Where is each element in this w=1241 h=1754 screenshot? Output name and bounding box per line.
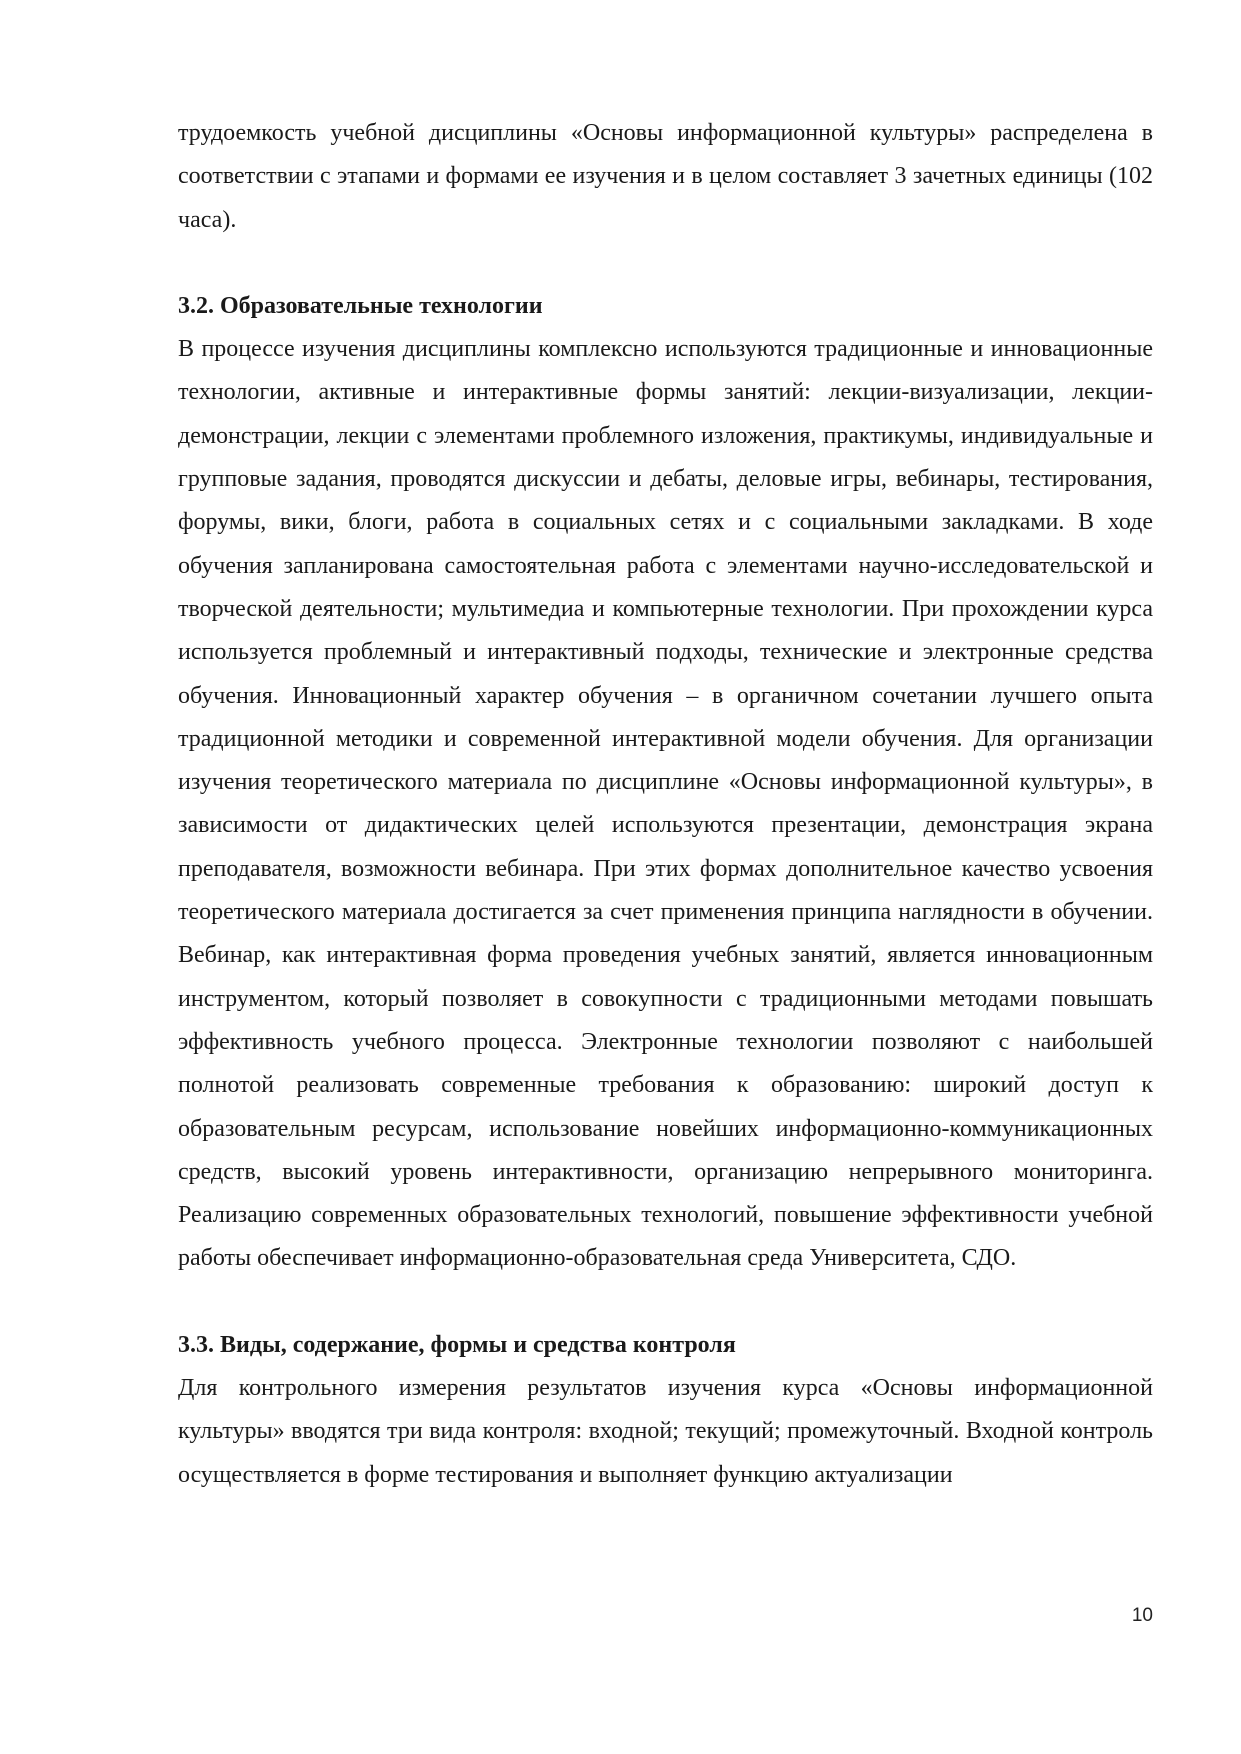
spacer	[178, 1281, 1153, 1324]
section-3-2-body: В процессе изучения дисциплины комплексно используются традиционные и инновационные технологии, активные и интерактивные формы занятий: лекции-визуализации, лекции-демонстрации, лекции с элементами проблемного изложения, практикумы, индивидуальные и групповые задания, проводятся дискуссии и дебаты, деловые игры, вебинары, тестирования, форумы, вики, блоги, работа в социальных сетях и с социальными закладками. В ходе обучения запланирована самостоятельная работа с элементами научно-исследовательской и творческой деятельности; мультимедиа и компьютерные технологии. При прохождении курса используется проблемный и интерактивный подходы, технические и электронные средства обучения. Инновационный характер обучения – в органичном сочетании лучшего опыта традиционной методики и современной интерактивной модели обучения. Для организации изучения теоретического материала по дисциплине «Основы информационной культуры», в зависимости от дидактических целей используются презентации, демонстрация экрана преподавателя, возможности вебинара. При этих формах дополнительное качество усвоения теоретического материала достигается за счет применения принципа наглядности в обучении. Вебинар, как интерактивная форма проведения учебных занятий, является инновационным инструментом, который позволяет в совокупности с традиционными методами повышать эффективность учебного процесса. Электронные технологии позволяют с наибольшей полнотой реализовать современные требования к образованию: широкий доступ к образовательным ресурсам, использование новейших информационно-коммуникационных средств, высокий уровень интерактивности, организацию непрерывного мониторинга. Реализацию современных образовательных технологий, повышение эффективности учебной работы обеспечивает информационно-образовательная среда Университета, СДО.	[178, 336, 1153, 1272]
spacer	[178, 242, 1153, 285]
section-3-2-heading: 3.2. Образовательные технологии	[178, 292, 543, 319]
document-page	[178, 112, 1153, 1497]
page-number: 10	[1131, 1605, 1153, 1626]
section-3-3-heading: 3.3. Виды, содержание, формы и средства контроля	[178, 1331, 736, 1358]
intro-paragraph: трудоемкость учебной дисциплины «Основы информационной культуры» распределена в соответствии с этапами и формами ее изучения и в целом составляет 3 зачетных единицы (102 часа).	[178, 120, 1153, 233]
section-3-3-body: Для контрольного измерения результатов изучения курса «Основы информационной культуры» вводятся три вида контроля: входной; текущий; промежуточный. Входной контроль осуществляется в форме тестирования и выполняет функцию актуализации	[178, 1375, 1153, 1488]
